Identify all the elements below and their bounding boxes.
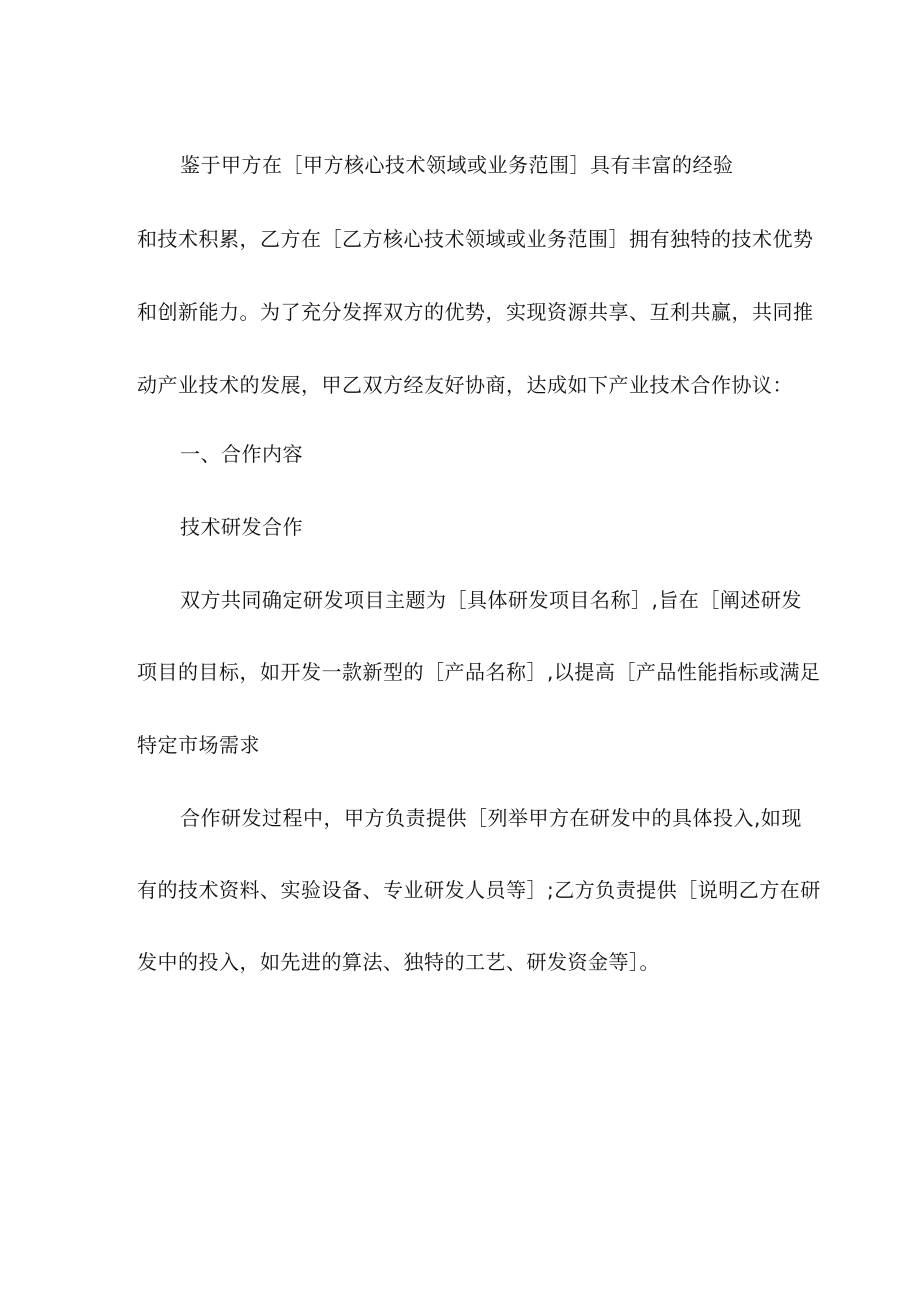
paragraph-intro-line-1: 鉴于甲方在［甲方核心技术领域或业务范围］具有丰富的经验 [180, 153, 734, 177]
paragraph-process-line-2: 有的技术资料、实验设备、专业研发人员等］;乙方负责提供［说明乙方在研 [137, 878, 821, 902]
paragraph-intro-line-2: 和技术积累，乙方在［乙方核心技术领域或业务范围］拥有独特的技术优势 [137, 227, 814, 251]
paragraph-intro-line-3: 和创新能力。为了充分发挥双方的优势，实现资源共享、互利共赢，共同推 [137, 300, 814, 324]
paragraph-project-line-2: 项目的目标，如开发一款新型的［产品名称］,以提高［产品性能指标或满足 [137, 660, 821, 684]
subsection-heading: 技术研发合作 [180, 515, 303, 539]
paragraph-project-line-3: 特定市场需求 [137, 733, 260, 757]
section-heading: 一、合作内容 [180, 442, 303, 466]
paragraph-project-line-1: 双方共同确定研发项目主题为［具体研发项目名称］,旨在［阐述研发 [180, 588, 802, 612]
paragraph-intro-line-4: 动产业技术的发展，甲乙双方经友好协商，达成如下产业技术合作协议： [137, 373, 793, 397]
paragraph-process-line-3: 发中的投入，如先进的算法、独特的工艺、研发资金等］。 [137, 950, 660, 974]
paragraph-process-line-1: 合作研发过程中，甲方负责提供［列举甲方在研发中的具体投入,如现 [180, 806, 802, 830]
